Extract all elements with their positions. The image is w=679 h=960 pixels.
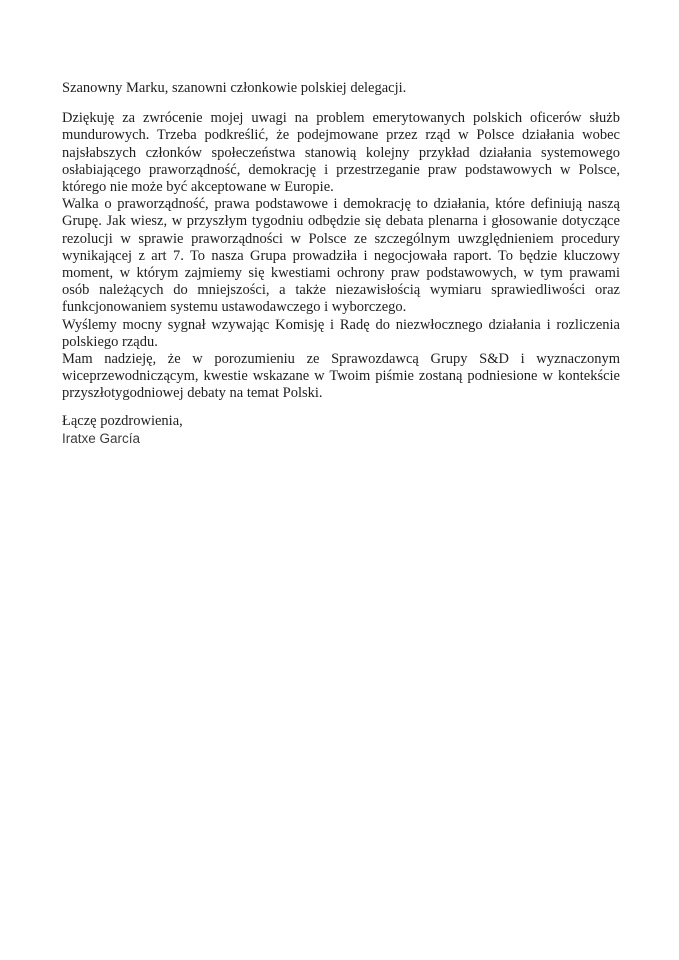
letter-signature: Iratxe García (62, 430, 141, 446)
letter-body (62, 80, 620, 448)
letter-closing: Łączę pozdrowienia, (62, 412, 183, 429)
letter-paragraph-3: Wyślemy mocny sygnał wzywając Komisję i Radę do niezwłocznego działania i rozliczenia polskiego rządu. (62, 316, 620, 350)
letter-paragraph-4: Mam nadzieję, że w porozumieniu ze Sprawozdawcą Grupy S&D i wyznaczonym wiceprzewodniczącym, kwestie wskazane w Twoim piśmie zostaną podniesione w kontekście przyszłotygodniowej debaty na temat Polski. (62, 351, 620, 402)
letter-paragraph-1: Dziękuję za zwrócenie mojej uwagi na problem emerytowanych polskich oficerów służb mundurowych. Trzeba podkreślić, że podejmowane przez rząd w Polsce działania wobec najsłabszych członków społeczeństwa stanowią kolejny przykład działania systemowego osłabiającego praworządność, demokrację i przestrzeganie praw podstawowych w Polsce, którego nie może być akceptowane w Europie. (62, 110, 620, 196)
letter-greeting: Szanowny Marku, szanowni członkowie polskiej delegacji. (62, 80, 407, 96)
letter-paragraph-2: Walka o praworządność, prawa podstawowe i demokrację to działania, które definiują naszą Grupę. Jak wiesz, w przyszłym tygodniu odbędzie się debata plenarna i głosowanie dotyczące rezolucji w sprawie praworządności w Polsce ze szczególnym uwzględnieniem procedury wynikającej z art 7. To nasza Grupa prowadziła i negocjowała raport. To będzie kluczowy moment, w którym zajmiemy się kwestiami ochrony praw podstawowych, w tym prawami osób należących do mniejszości, a także niezawisłością wymiaru sprawiedliwości oraz funkcjonowaniem systemu ustawodawczego i wyborczego. (62, 196, 620, 316)
